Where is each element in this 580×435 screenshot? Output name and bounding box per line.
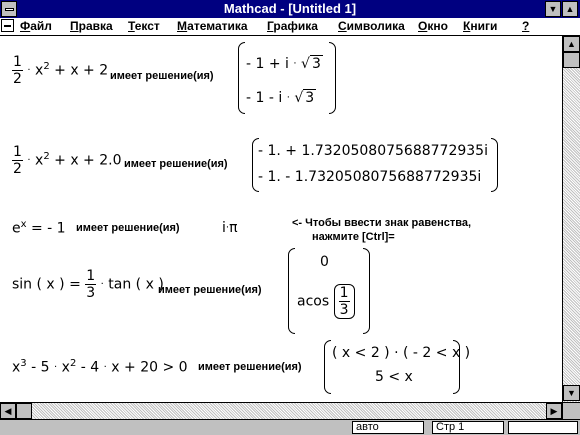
menu-file[interactable]: Файл: [20, 19, 52, 33]
equation-5[interactable]: $x^3 - 5 \cdot x^2 - 4 \cdot x + 20 > 0$: [12, 358, 188, 376]
equation-3[interactable]: $e^x$ = - 1: [12, 219, 66, 237]
result-2-root-1: - 1. + 1.7320508075688772935i: [258, 143, 488, 159]
equation-1[interactable]: $\frac{1}{2}$ · $x^2 + x + 2$: [13, 54, 109, 87]
window-title: Mathcad - [Untitled 1]: [223, 1, 357, 16]
menu-help[interactable]: ?: [522, 19, 530, 33]
maximize-button[interactable]: ▲: [562, 1, 578, 17]
result-4-root-1: 0: [320, 254, 329, 270]
keyword-1: имеет решение(ия): [110, 70, 214, 82]
vertical-scrollbar[interactable]: [562, 36, 580, 402]
menu-books[interactable]: Книги: [463, 19, 498, 33]
menu-math[interactable]: Математика: [177, 19, 248, 33]
status-page: Стр 1: [432, 421, 504, 434]
result-5-root-2: 5 < x: [375, 369, 413, 385]
status-bar: [0, 419, 580, 435]
scrollbar-corner: [562, 402, 580, 419]
title-bar: [0, 0, 580, 18]
menu-window[interactable]: Окно: [418, 19, 448, 33]
result-1-root-2: - 1 - i · √ 3: [246, 90, 315, 106]
hint-note: <- Чтобы ввести знак равенства, нажмите [Ctrl]=: [292, 217, 472, 243]
menu-symbolic[interactable]: Символика: [338, 19, 405, 33]
horizontal-scrollbar[interactable]: [0, 402, 562, 419]
status-empty: [508, 421, 578, 434]
result-5-root-1: ( x < 2 ) · ( - 2 < x ): [332, 345, 471, 361]
result-2-root-2: - 1. - 1.7320508075688772935i: [258, 169, 482, 185]
menu-edit[interactable]: Правка: [70, 19, 113, 33]
scroll-right-icon[interactable]: ▶: [546, 403, 562, 419]
status-mode: авто: [352, 421, 424, 434]
result-1-root-1: - 1 + i · √ 3: [246, 56, 321, 72]
scroll-down-icon[interactable]: ▼: [563, 385, 580, 401]
document-menu-icon[interactable]: [1, 19, 14, 32]
vertical-scroll-thumb[interactable]: [563, 52, 580, 68]
result-4-root-2: acos $\frac{1}{3}$: [297, 284, 355, 319]
minimize-button[interactable]: ▼: [545, 1, 561, 17]
menu-graphics[interactable]: Графика: [267, 19, 318, 33]
worksheet[interactable]: [0, 36, 562, 402]
keyword-2: имеет решение(ия): [124, 158, 228, 170]
keyword-3: имеет решение(ия): [76, 222, 180, 234]
keyword-5: имеет решение(ия): [198, 361, 302, 373]
keyword-4: имеет решение(ия): [158, 284, 262, 296]
scroll-left-icon[interactable]: ◀: [0, 403, 16, 419]
result-3: i·π: [222, 220, 238, 236]
equation-2[interactable]: $\frac{1}{2}$ · $x^2 + x + 2.0$: [13, 144, 122, 177]
equation-4[interactable]: sin ( x ) = $\frac{1}{3}$ · tan ( x ): [12, 268, 164, 301]
horizontal-scroll-thumb[interactable]: [16, 403, 32, 419]
scroll-up-icon[interactable]: ▲: [563, 36, 580, 52]
menu-bar: [0, 18, 580, 36]
menu-text[interactable]: Текст: [128, 19, 160, 33]
